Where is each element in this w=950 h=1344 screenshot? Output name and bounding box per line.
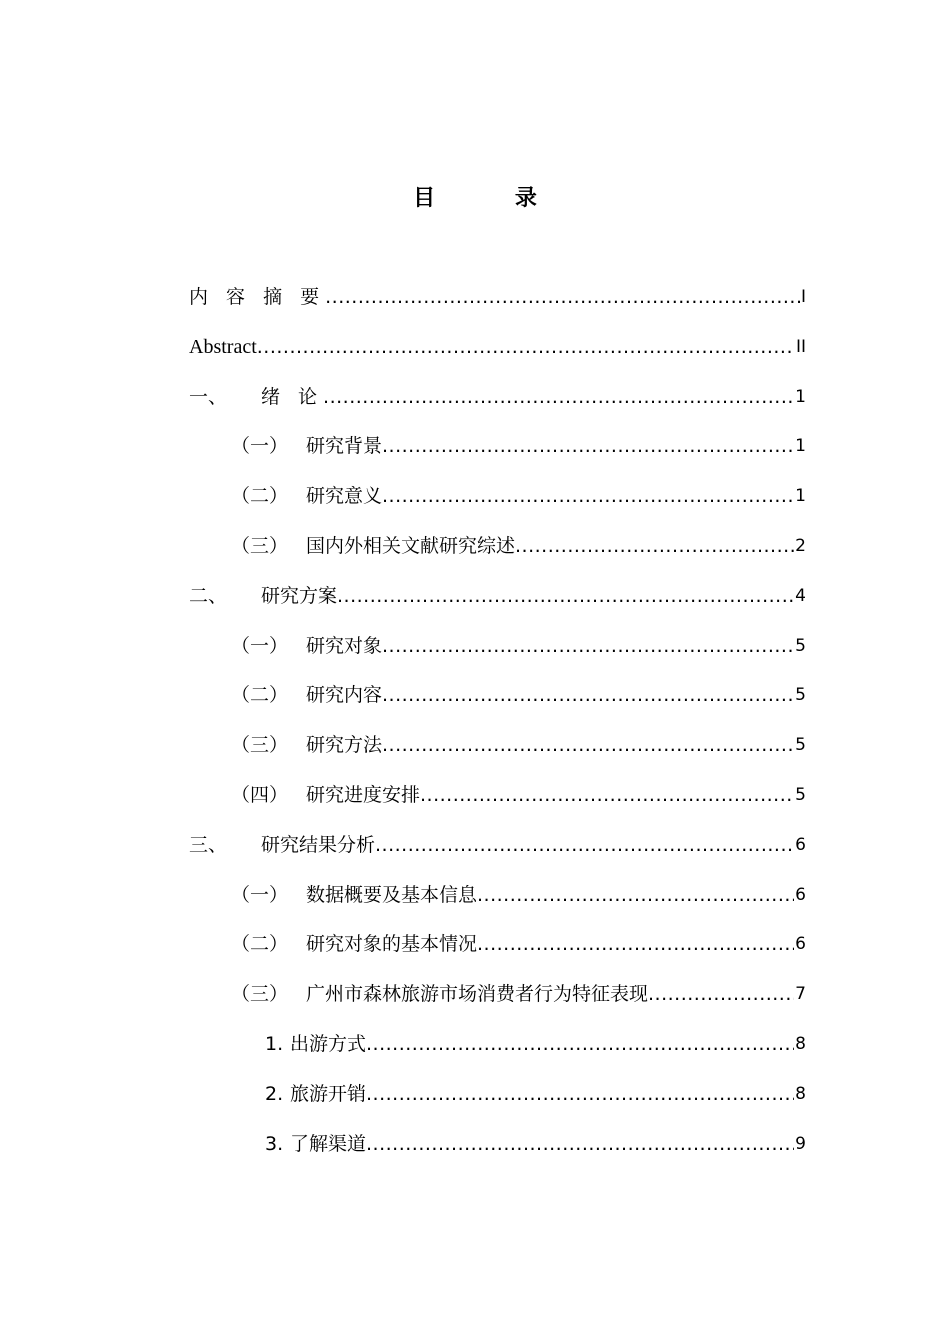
toc-leader-dots — [382, 432, 794, 460]
toc-page-number: 7 — [795, 984, 806, 1005]
toc-entry-number: 3. — [265, 1132, 284, 1155]
toc-entry-number: （一） — [231, 883, 289, 906]
toc-page-number: 1 — [795, 386, 806, 407]
toc-leader-dots — [477, 881, 794, 909]
toc-entry-number: （四） — [231, 783, 289, 806]
toc-entry-abstract-en[interactable] — [189, 333, 806, 383]
toc-entry-number: （三） — [231, 734, 289, 757]
toc-page-number: 1 — [795, 486, 806, 507]
toc-entry-text: 了解渠道 — [290, 1132, 367, 1155]
toc-leader-dots — [382, 632, 794, 660]
toc-entry-number: （三） — [231, 983, 289, 1006]
toc-leader-dots — [648, 980, 794, 1008]
toc-entry-section-1-2[interactable] — [189, 482, 806, 532]
toc-entry-chapter-1[interactable] — [189, 383, 806, 433]
toc-page-number: 5 — [795, 735, 806, 756]
toc-entry-text: Abstract — [189, 335, 257, 358]
toc-entry-text: 国内外相关文献研究综述 — [306, 534, 516, 557]
toc-entry-section-3-2[interactable] — [189, 930, 806, 980]
toc-entry-number: （二） — [231, 933, 289, 956]
toc-entry-text: 研究进度安排 — [306, 783, 421, 806]
toc-entry-section-2-1[interactable] — [189, 632, 806, 682]
toc-entry-subsection-2[interactable] — [189, 1080, 806, 1130]
toc-entry-section-3-3[interactable] — [189, 980, 806, 1030]
toc-leader-dots — [477, 930, 794, 958]
toc-entry-chapter-2[interactable] — [189, 582, 806, 632]
toc-entry-section-2-4[interactable] — [189, 781, 806, 831]
table-of-contents — [189, 283, 806, 1179]
toc-entry-text: 研究方法 — [306, 734, 383, 757]
toc-page-number: II — [795, 336, 806, 357]
toc-page-number: 6 — [795, 834, 806, 855]
toc-entry-number: （二） — [231, 485, 289, 508]
toc-entry-text: 研究意义 — [306, 485, 383, 508]
toc-leader-dots — [366, 1130, 794, 1158]
toc-entry-number: 2. — [265, 1082, 284, 1105]
toc-leader-dots — [375, 831, 794, 859]
toc-entry-section-1-1[interactable] — [189, 432, 806, 482]
toc-entry-text: 出游方式 — [290, 1032, 367, 1055]
toc-entry-text: 数据概要及基本信息 — [306, 883, 478, 906]
toc-entry-subsection-1[interactable] — [189, 1030, 806, 1080]
toc-entry-text: 绪 论 — [261, 385, 324, 408]
toc-entry-text: 研究方案 — [261, 584, 338, 607]
toc-entry-number: 三、 — [189, 833, 228, 856]
toc-leader-dots — [382, 482, 794, 510]
toc-entry-number: （一） — [231, 634, 289, 657]
toc-leader-dots — [366, 1030, 794, 1058]
toc-leader-dots — [515, 532, 794, 560]
toc-leader-dots — [420, 781, 794, 809]
toc-leader-dots — [382, 731, 794, 759]
toc-entry-text: 研究内容 — [306, 684, 383, 707]
toc-page-number: 5 — [795, 784, 806, 805]
toc-entry-chapter-3[interactable] — [189, 831, 806, 881]
toc-entry-text: 内 容 摘 要 — [189, 286, 326, 308]
toc-entry-text: 旅游开销 — [290, 1082, 367, 1105]
toc-leader-dots — [337, 582, 794, 610]
toc-page-number: 8 — [795, 1033, 806, 1054]
toc-entry-section-3-1[interactable] — [189, 881, 806, 931]
toc-leader-dots — [323, 383, 794, 411]
toc-entry-text: 广州市森林旅游市场消费者行为特征表现 — [306, 983, 649, 1006]
toc-entry-number: 1. — [265, 1032, 284, 1055]
toc-leader-dots — [257, 333, 795, 361]
toc-leader-dots — [382, 681, 794, 709]
toc-entry-number: （二） — [231, 684, 289, 707]
toc-leader-dots — [325, 283, 800, 311]
toc-page-number: 4 — [795, 585, 806, 606]
toc-title: 目 录 — [413, 186, 573, 211]
toc-page-number: 1 — [795, 436, 806, 457]
toc-page-number: 6 — [795, 934, 806, 955]
toc-entry-text: 研究背景 — [306, 435, 383, 458]
toc-entry-section-1-3[interactable] — [189, 532, 806, 582]
toc-page-number: 6 — [795, 884, 806, 905]
toc-entry-number: 二、 — [189, 584, 228, 607]
toc-entry-section-2-2[interactable] — [189, 681, 806, 731]
toc-entry-number: （三） — [231, 534, 289, 557]
toc-entry-text: 研究对象的基本情况 — [306, 933, 478, 956]
toc-entry-number: （一） — [231, 435, 289, 458]
toc-page-number: 5 — [795, 685, 806, 706]
toc-page-number: I — [800, 287, 806, 307]
toc-entry-section-2-3[interactable] — [189, 731, 806, 781]
toc-page-number: 2 — [795, 535, 806, 556]
toc-entry-number: 一、 — [189, 385, 228, 408]
toc-page-number: 5 — [795, 635, 806, 656]
toc-entry-text: 研究对象 — [306, 634, 383, 657]
toc-page-number: 8 — [795, 1083, 806, 1104]
toc-entry-text: 研究结果分析 — [261, 833, 376, 856]
toc-entry-abstract-cn[interactable] — [189, 283, 806, 333]
toc-entry-subsection-3[interactable] — [189, 1130, 806, 1180]
toc-leader-dots — [366, 1080, 794, 1108]
toc-page-number: 9 — [795, 1133, 806, 1154]
